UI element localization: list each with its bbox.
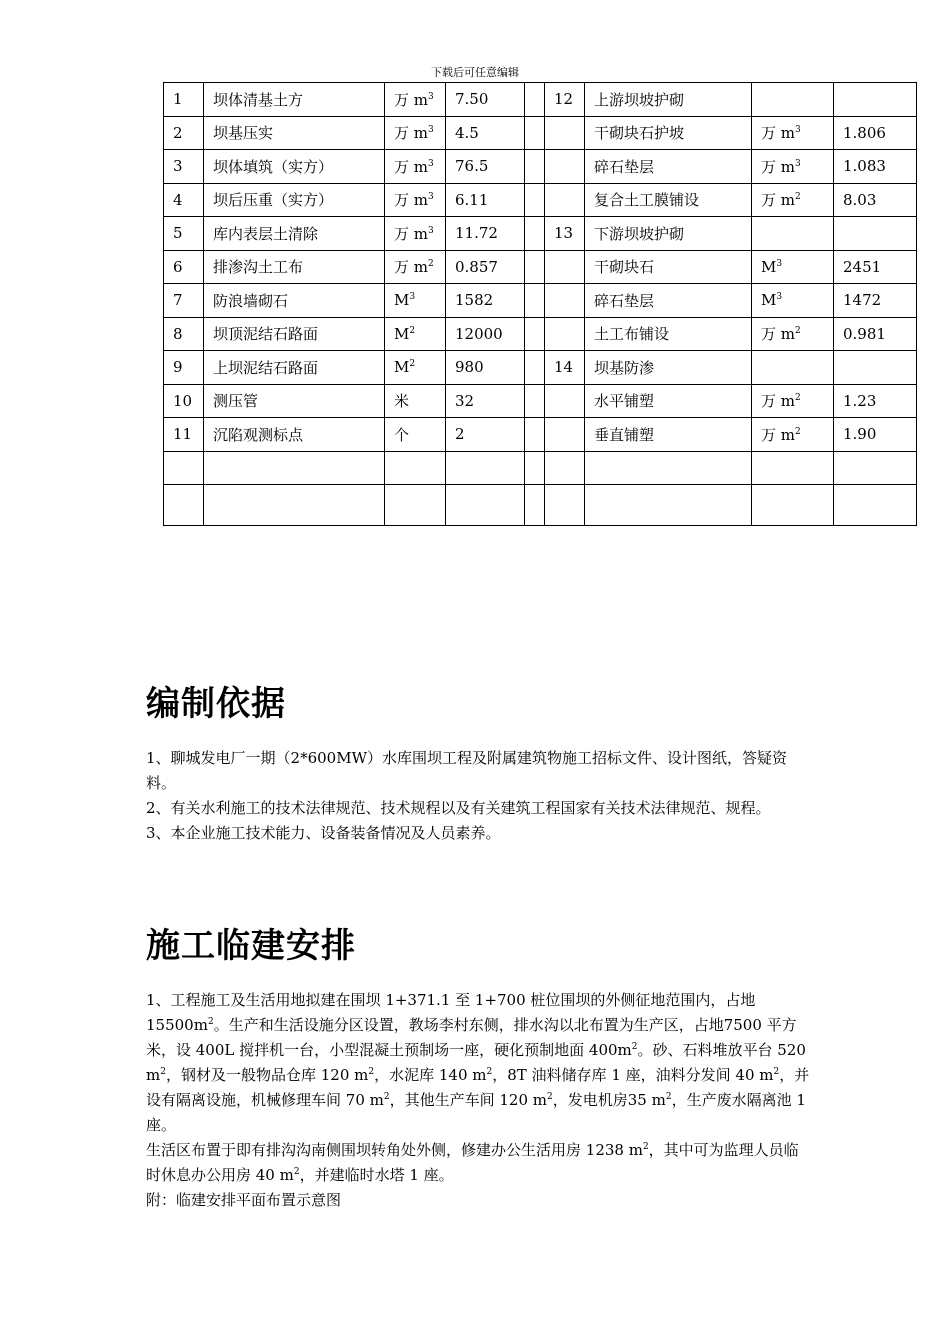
table-row — [164, 150, 917, 184]
cell-qty: 8.03 — [834, 183, 917, 217]
cell-empty — [204, 451, 385, 485]
cell-qty: 4.5 — [446, 116, 525, 150]
cell-unit: 万 $m^2$ — [752, 384, 834, 418]
cell-qty: 1.083 — [834, 150, 917, 184]
header-note: 下载后可任意编辑 — [431, 66, 519, 79]
cell-empty — [164, 485, 204, 526]
cell-item: 坝体填筑（实方） — [204, 150, 385, 184]
cell-item: 复合土工膜铺设 — [585, 183, 752, 217]
cell-unit: 万 $m^2$ — [752, 418, 834, 452]
cell-no: 1 — [164, 83, 204, 117]
cell-unit — [752, 351, 834, 385]
cell-spacer — [525, 418, 545, 452]
table-row — [164, 217, 917, 251]
cell-item: 水平铺塑 — [585, 384, 752, 418]
cell-spacer — [525, 351, 545, 385]
cell-qty: 6.11 — [446, 183, 525, 217]
cell-item: 干砌块石护坡 — [585, 116, 752, 150]
cell-no — [545, 183, 585, 217]
cell-no: 10 — [164, 384, 204, 418]
temp-paragraph-1: 1、工程施工及生活用地拟建在围坝 1+371.1 至 1+700 桩位围坝的外侧征地范围内，占地$15500m^2$。生产和生活设施分区设置，教场李村东侧，排水沟以北布置为生产区，占地7500 平方米，设 400L 搅拌机一台，小型混凝土预制场一座，硬化预制地面 $400m^2$。砂、石料堆放平台 520 $m^2$，钢材及一般物品仓库 120 $m^2$，水泥库 140 $m^2$，8T 油料储存库 1 座，油料分发间 40 $m^2$，并设有隔离设施，机械修理车间 70 $m^2$，其他生产车间 120 $m^2$，发电机房35 $m^2$，生产废水隔离池 1 座。 — [146, 991, 810, 1134]
cell-qty: 12000 — [446, 317, 525, 351]
cell-qty: 0.857 — [446, 250, 525, 284]
cell-no: 7 — [164, 284, 204, 318]
basis-item: 2、有关水利施工的技术法律规范、技术规程以及有关建筑工程国家有关技术法律规范、规程。 — [146, 799, 771, 817]
table-row — [164, 183, 917, 217]
cell-item: 碎石垫层 — [585, 284, 752, 318]
cell-item: 坝顶泥结石路面 — [204, 317, 385, 351]
cell-empty — [525, 485, 545, 526]
table-row-empty — [164, 451, 917, 485]
cell-qty: 2 — [446, 418, 525, 452]
cell-qty: 980 — [446, 351, 525, 385]
cell-empty — [834, 485, 917, 526]
cell-qty — [834, 83, 917, 117]
cell-qty: 7.50 — [446, 83, 525, 117]
cell-no — [545, 116, 585, 150]
quantity-table — [163, 82, 917, 526]
cell-no: 4 — [164, 183, 204, 217]
cell-unit: 米 — [385, 384, 446, 418]
cell-item: 碎石垫层 — [585, 150, 752, 184]
cell-empty — [585, 451, 752, 485]
cell-empty — [834, 451, 917, 485]
table-row — [164, 116, 917, 150]
cell-spacer — [525, 317, 545, 351]
cell-unit: 万 $m^3$ — [385, 83, 446, 117]
cell-qty: 1.90 — [834, 418, 917, 452]
cell-no: 5 — [164, 217, 204, 251]
basis-list — [146, 746, 811, 846]
cell-unit: 万 $m^3$ — [385, 150, 446, 184]
cell-no: 14 — [545, 351, 585, 385]
cell-qty: 32 — [446, 384, 525, 418]
cell-spacer — [525, 284, 545, 318]
cell-no: 13 — [545, 217, 585, 251]
cell-spacer — [525, 116, 545, 150]
cell-unit: $M^2$ — [385, 351, 446, 385]
cell-no — [545, 250, 585, 284]
cell-empty — [446, 485, 525, 526]
cell-no: 9 — [164, 351, 204, 385]
cell-no: 8 — [164, 317, 204, 351]
cell-unit — [752, 217, 834, 251]
cell-unit — [752, 83, 834, 117]
cell-qty — [834, 217, 917, 251]
cell-qty: 2451 — [834, 250, 917, 284]
cell-item: 沉陷观测标点 — [204, 418, 385, 452]
table-row — [164, 351, 917, 385]
cell-no — [545, 384, 585, 418]
cell-unit: 万 $m^2$ — [752, 317, 834, 351]
cell-unit: 万 $m^3$ — [752, 116, 834, 150]
cell-empty — [752, 451, 834, 485]
cell-empty — [752, 485, 834, 526]
cell-unit: $M^3$ — [752, 250, 834, 284]
cell-empty — [164, 451, 204, 485]
table-row — [164, 250, 917, 284]
cell-empty — [585, 485, 752, 526]
cell-qty: 0.981 — [834, 317, 917, 351]
cell-spacer — [525, 217, 545, 251]
cell-unit: 万 $m^3$ — [385, 116, 446, 150]
cell-empty — [385, 451, 446, 485]
attachment-note: 附：临建安排平面布置示意图 — [146, 1191, 342, 1209]
cell-empty — [446, 451, 525, 485]
cell-empty — [545, 451, 585, 485]
table-row — [164, 418, 917, 452]
cell-item: 坝体清基土方 — [204, 83, 385, 117]
cell-empty — [525, 451, 545, 485]
cell-no — [545, 284, 585, 318]
cell-spacer — [525, 384, 545, 418]
cell-item: 土工布铺设 — [585, 317, 752, 351]
cell-item: 库内表层土清除 — [204, 217, 385, 251]
cell-spacer — [525, 83, 545, 117]
cell-spacer — [525, 150, 545, 184]
cell-unit: $M^2$ — [385, 317, 446, 351]
section-heading-basis: 编制依据 — [146, 684, 286, 724]
table-row — [164, 317, 917, 351]
cell-no: 6 — [164, 250, 204, 284]
basis-item: 3、本企业施工技术能力、设备装备情况及人员素养。 — [146, 824, 501, 842]
cell-no — [545, 150, 585, 184]
cell-qty: 1582 — [446, 284, 525, 318]
cell-item: 上游坝坡护砌 — [585, 83, 752, 117]
cell-qty — [834, 351, 917, 385]
table-row — [164, 384, 917, 418]
cell-unit: $M^3$ — [752, 284, 834, 318]
cell-empty — [385, 485, 446, 526]
cell-unit: 万 $m^3$ — [752, 150, 834, 184]
cell-unit: 万 $m^3$ — [385, 217, 446, 251]
cell-unit: 个 — [385, 418, 446, 452]
cell-qty: 76.5 — [446, 150, 525, 184]
cell-no: 12 — [545, 83, 585, 117]
cell-no: 11 — [164, 418, 204, 452]
cell-qty: 11.72 — [446, 217, 525, 251]
cell-unit: 万 $m^3$ — [385, 183, 446, 217]
basis-item: 1、聊城发电厂一期（2*600MW）水库围坝工程及附属建筑物施工招标文件、设计图纸，答疑资料。 — [146, 749, 787, 792]
cell-item: 测压管 — [204, 384, 385, 418]
cell-spacer — [525, 250, 545, 284]
cell-item: 上坝泥结石路面 — [204, 351, 385, 385]
temp-facilities-body — [146, 988, 811, 1213]
cell-no — [545, 418, 585, 452]
cell-item: 坝后压重（实方） — [204, 183, 385, 217]
cell-no — [545, 317, 585, 351]
cell-item: 坝基防渗 — [585, 351, 752, 385]
cell-item: 干砌块石 — [585, 250, 752, 284]
temp-paragraph-2: 生活区布置于即有排沟沟南侧围坝转角处外侧，修建办公生活用房 1238 $m^2$，其中可为监理人员临时休息办公用房 40 $m^2$，并建临时水塔 1 座。 — [146, 1141, 799, 1184]
cell-item: 下游坝坡护砌 — [585, 217, 752, 251]
cell-item: 垂直铺塑 — [585, 418, 752, 452]
cell-spacer — [525, 183, 545, 217]
table-row — [164, 83, 917, 117]
cell-qty: 1.23 — [834, 384, 917, 418]
cell-qty: 1472 — [834, 284, 917, 318]
cell-no: 2 — [164, 116, 204, 150]
cell-item: 坝基压实 — [204, 116, 385, 150]
cell-unit: $M^3$ — [385, 284, 446, 318]
cell-qty: 1.806 — [834, 116, 917, 150]
cell-item: 防浪墙砌石 — [204, 284, 385, 318]
cell-empty — [545, 485, 585, 526]
cell-item: 排渗沟土工布 — [204, 250, 385, 284]
table-row — [164, 284, 917, 318]
cell-no: 3 — [164, 150, 204, 184]
table-row-empty — [164, 485, 917, 526]
cell-unit: 万 $m^2$ — [752, 183, 834, 217]
cell-empty — [204, 485, 385, 526]
section-heading-temp-facilities: 施工临建安排 — [146, 926, 356, 966]
cell-unit: 万 $m^2$ — [385, 250, 446, 284]
